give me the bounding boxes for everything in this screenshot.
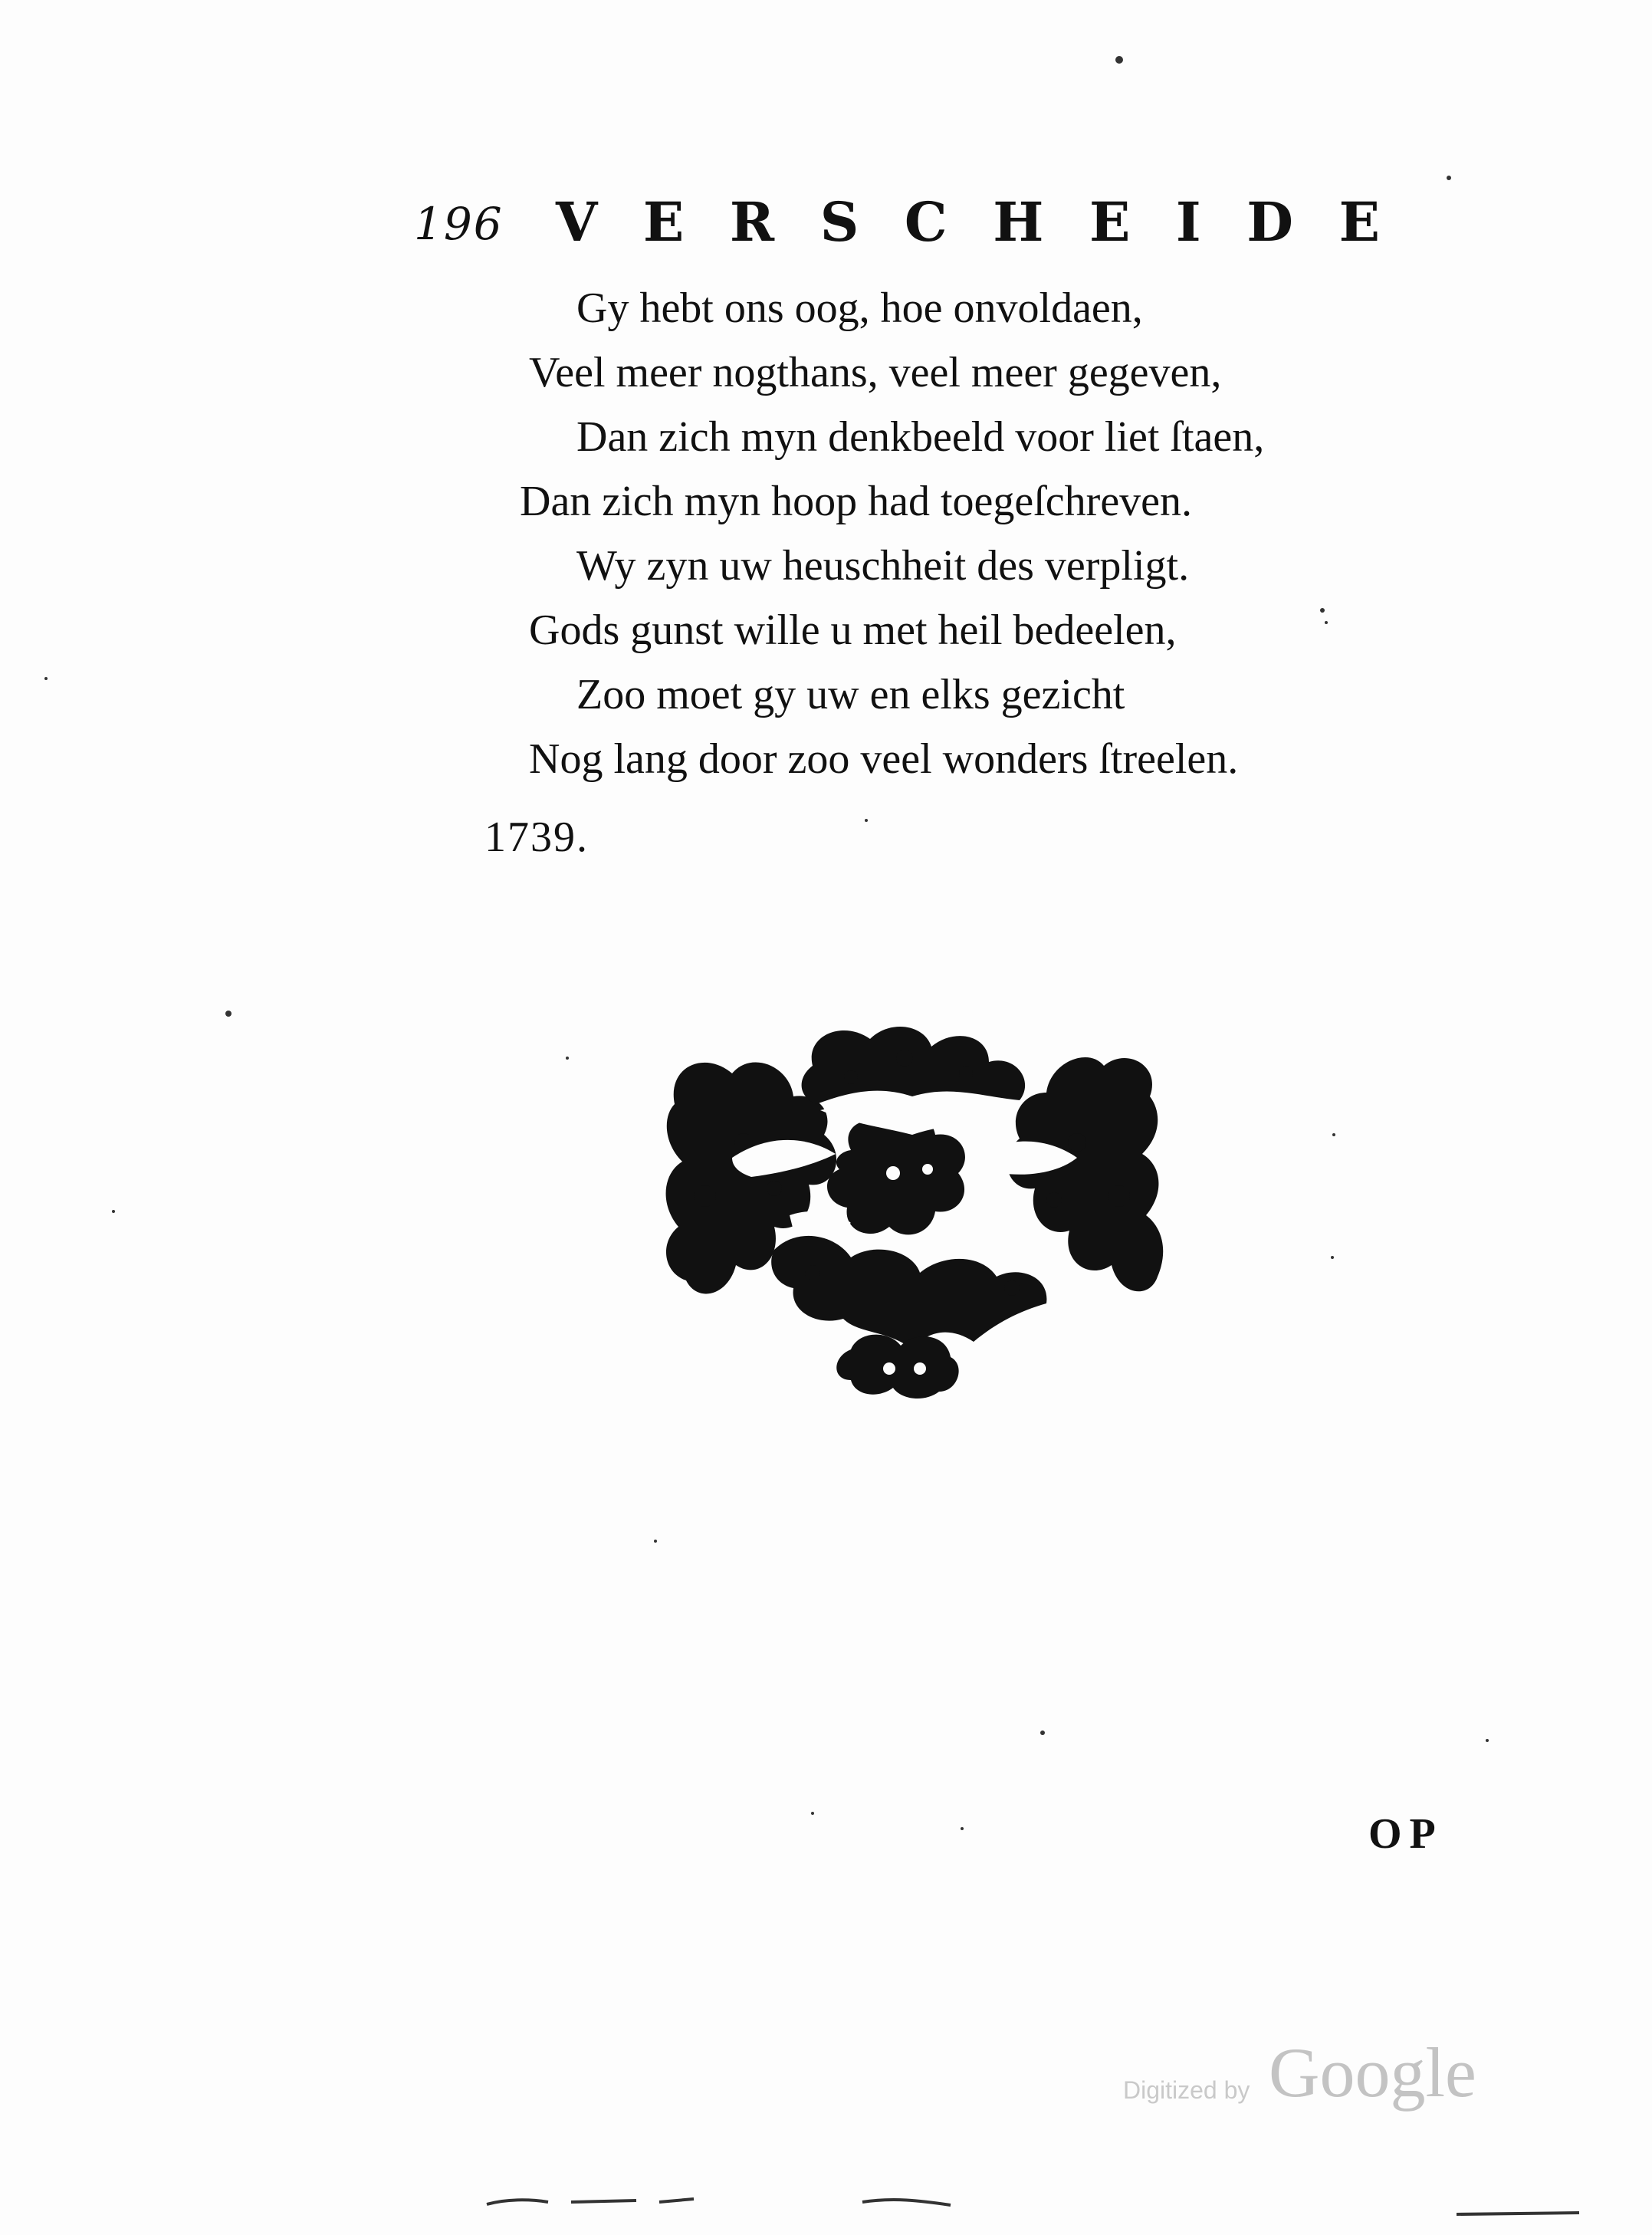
verse-line: Dan zich myn denkbeeld voor liet ſtaen, <box>576 413 1265 461</box>
google-logo: Google <box>1269 2033 1476 2112</box>
running-head-letter: V <box>556 190 598 254</box>
running-head-letter: D <box>1246 190 1293 254</box>
running-head-letter: R <box>729 190 775 254</box>
running-head <box>556 190 1380 254</box>
verse-line: Gy hebt ons oog, hoe onvoldaen, <box>576 284 1143 332</box>
poem-stanza <box>520 276 1372 791</box>
running-head-letter: E <box>642 190 685 254</box>
running-head-letter: I <box>1175 190 1201 254</box>
verse-line: Nog lang door zoo veel wonders ſtreelen. <box>529 735 1239 783</box>
page-header <box>414 190 1380 259</box>
verse-line: Dan zich myn hoop had toegeſchreven. <box>520 478 1193 525</box>
running-head-letter: E <box>1338 190 1380 254</box>
running-head-letter: H <box>993 190 1044 254</box>
running-head-letter: C <box>904 190 948 254</box>
watermark-prefix: Digitized by <box>1123 2076 1250 2104</box>
poem-date: 1739. <box>484 813 589 861</box>
catchword: OP <box>1368 1810 1443 1858</box>
digitization-watermark <box>1123 2032 1476 2116</box>
running-head-letter: S <box>819 190 859 254</box>
running-head-letter: E <box>1089 190 1131 254</box>
verse-line: Zoo moet gy uw en elks gezicht <box>576 671 1125 718</box>
verse-line: Gods gunst wille u met heil bedeelen, <box>529 606 1177 654</box>
verse-line: Veel meer nogthans, veel meer gegeven, <box>529 349 1222 396</box>
page-number: 196 <box>414 198 504 250</box>
baroque-floral-vignette-icon <box>659 1020 1165 1403</box>
verse-line: Wy zyn uw heuschheit des verpligt. <box>576 542 1190 590</box>
